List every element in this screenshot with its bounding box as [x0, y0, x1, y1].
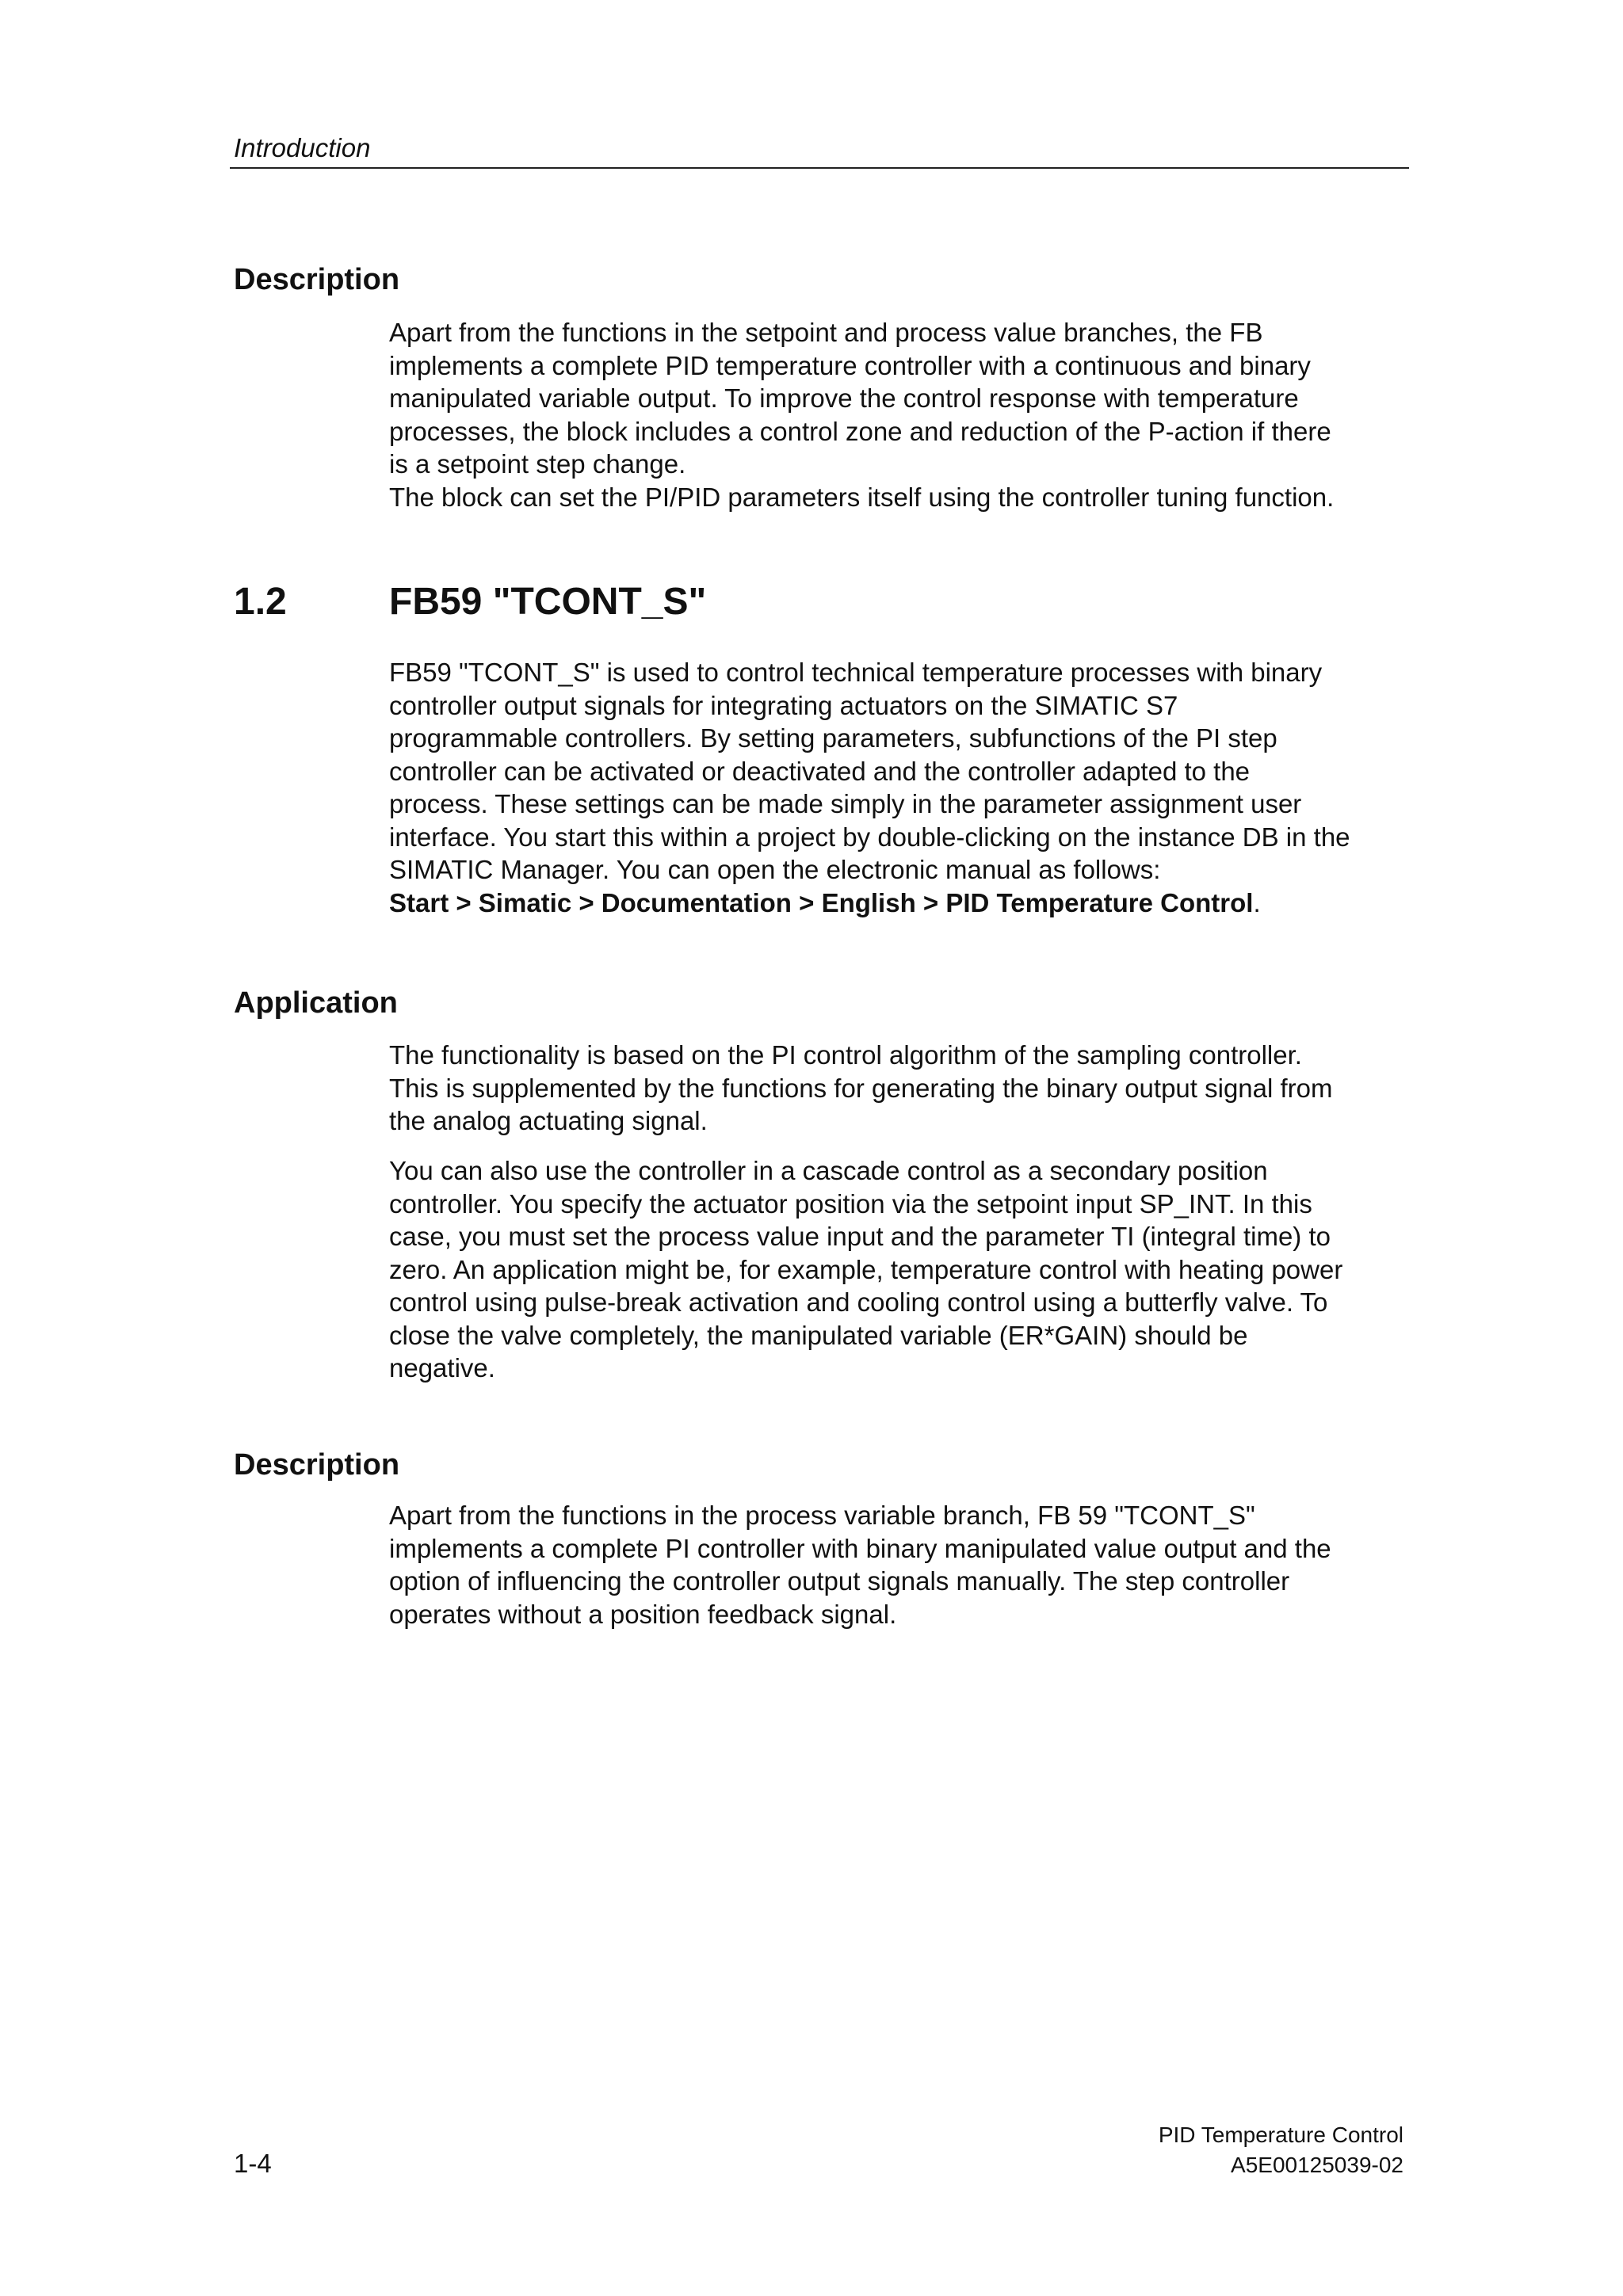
text-line: is a setpoint step change.	[389, 449, 686, 479]
text-line: case, you must set the process value input and the parameter TI (integral time) to	[389, 1222, 1331, 1251]
application-paragraph-1	[389, 1039, 1415, 1138]
text-line: programmable controllers. By setting parameters, subfunctions of the PI step	[389, 723, 1277, 753]
text-line: close the valve completely, the manipulated variable (ER*GAIN) should be	[389, 1320, 1248, 1350]
footer-doc-info	[1159, 2120, 1403, 2180]
text-line: control using pulse-break activation and cooling control using a butterfly valve. To	[389, 1287, 1328, 1317]
description-paragraph	[389, 316, 1415, 513]
text-line: Apart from the functions in the process variable branch, FB 59 "TCONT_S"	[389, 1501, 1255, 1530]
text-line: controller can be activated or deactivated and the controller adapted to the	[389, 756, 1251, 786]
text-line: controller. You specify the actuator position via the setpoint input SP_INT. In this	[389, 1188, 1312, 1219]
text-line: zero. An application might be, for example, temperature control with heating power	[389, 1254, 1343, 1284]
text-line: Apart from the functions in the setpoint and process value branches, the FB	[389, 318, 1263, 347]
footer-doc-title: PID Temperature Control	[1158, 2122, 1403, 2147]
text-line: interface. You start this within a project by double-clicking on the instance DB in the	[389, 822, 1350, 852]
text-line: implements a complete PI controller with binary manipulated value output and the	[389, 1533, 1331, 1563]
page-number: 1-4	[234, 2149, 272, 2178]
text-line: implements a complete PID temperature controller with a continuous and binary	[389, 350, 1311, 380]
menu-path-suffix: .	[1253, 887, 1261, 917]
text-line: controller output signals for integrating actuators on the SIMATIC S7	[389, 690, 1178, 720]
footer-doc-id: A5E00125039-02	[1231, 2153, 1403, 2177]
text-line: manipulated variable output. To improve the control response with temperature	[389, 383, 1299, 413]
text-line: option of influencing the controller output signals manually. The step controller	[389, 1566, 1290, 1596]
text-line: The functionality is based on the PI control algorithm of the sampling controller.	[389, 1040, 1302, 1070]
text-line: process. These settings can be made simply in the parameter assignment user	[389, 789, 1302, 818]
header-rule	[230, 167, 1409, 169]
text-line: processes, the block includes a control zone and reduction of the P-action if there	[389, 416, 1331, 446]
text-line: This is supplemented by the functions for generating the binary output signal from	[389, 1073, 1333, 1103]
chapter-intro-paragraph	[389, 656, 1415, 919]
description-paragraph-2	[389, 1499, 1415, 1630]
text-line: the analog actuating signal.	[389, 1106, 708, 1135]
text-line: operates without a position feedback signal.	[389, 1599, 897, 1629]
text-line: SIMATIC Manager. You can open the electronic manual as follows:	[389, 855, 1161, 884]
chapter-number: 1.2	[234, 581, 287, 623]
running-header: Introduction	[234, 133, 371, 162]
section-heading-description-2: Description	[234, 1448, 400, 1482]
text-line: You can also use the controller in a cascade control as a secondary position	[389, 1156, 1268, 1185]
text-line: The block can set the PI/PID parameters itself using the controller tuning function.	[389, 482, 1335, 512]
section-heading-description: Description	[234, 263, 400, 296]
menu-path: Start > Simatic > Documentation > English > PID Temperature Control	[389, 887, 1254, 917]
application-paragraph-2	[389, 1154, 1415, 1385]
menu-path-line	[389, 887, 1415, 920]
text-line: FB59 "TCONT_S" is used to control technical temperature processes with binary	[389, 658, 1323, 687]
text-line: negative.	[389, 1353, 495, 1383]
section-heading-application: Application	[234, 986, 398, 1020]
chapter-title: FB59 "TCONT_S"	[389, 581, 707, 623]
